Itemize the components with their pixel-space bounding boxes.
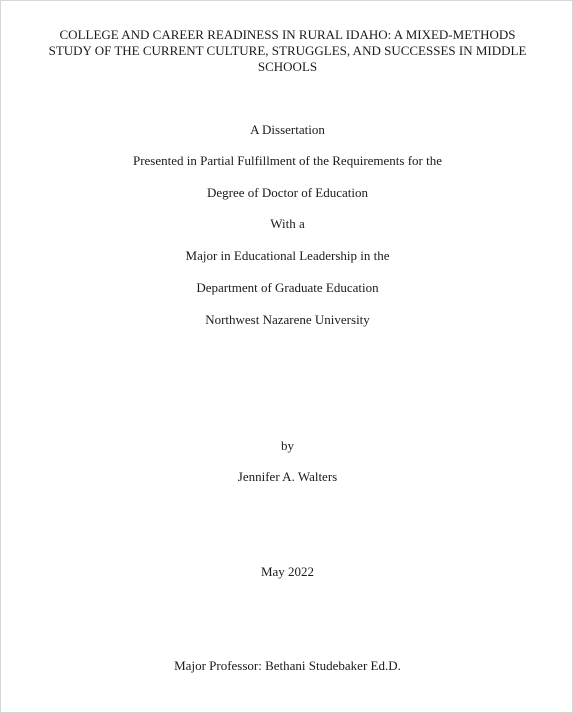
statement-line-dissertation: A Dissertation: [250, 122, 325, 137]
title-line-3: SCHOOLS: [257, 59, 318, 74]
statement-line-presented: Presented in Partial Fulfillment of the Requirements for the: [132, 153, 443, 168]
title-line-1: COLLEGE AND CAREER READINESS IN RURAL IDAHO: A MIXED-METHODS: [59, 27, 516, 42]
submission-date: May 2022: [260, 564, 315, 579]
statement-line-department: Department of Graduate Education: [196, 280, 379, 295]
author-name: Jennifer A. Walters: [237, 469, 338, 484]
statement-line-major: Major in Educational Leadership in the: [185, 248, 390, 263]
major-professor: Major Professor: Bethani Studebaker Ed.D.: [174, 658, 401, 673]
statement-line-university: Northwest Nazarene University: [205, 312, 370, 327]
dissertation-title: [21, 27, 554, 75]
by-label: by: [281, 438, 294, 453]
statement-line-degree: Degree of Doctor of Education: [207, 185, 368, 200]
statement-line-with: With a: [270, 216, 305, 231]
title-line-2: STUDY OF THE CURRENT CULTURE, STRUGGLES, AND SUCCESSES IN MIDDLE: [48, 43, 527, 58]
